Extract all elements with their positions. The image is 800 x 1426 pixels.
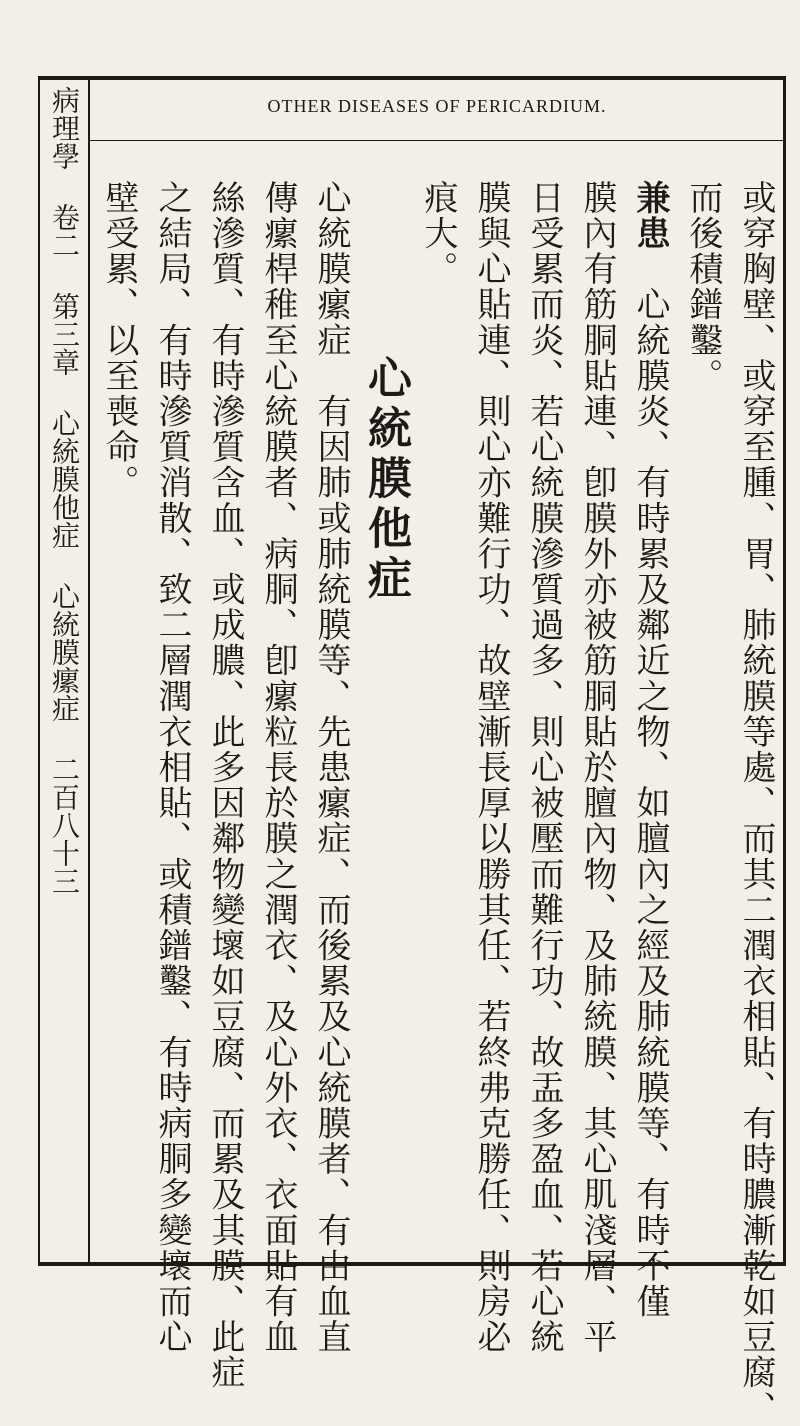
text-column-9: 傳瘰桿稚至心統膜者、病胴、卽瘰粒長於膜之潤衣、及心外衣、衣面貼有血 <box>258 180 298 1355</box>
text-column-7: 痕大。 <box>418 180 458 287</box>
text-column-5: 日受累而炎、若心統膜滲質過多、則心被壓而難行功、故盂多盈血、若心統 <box>524 180 564 1355</box>
text-column-4: 膜內有筋胴貼連、卽膜外亦被筋胴貼於膻內物、及肺統膜、其心肌淺層、平 <box>577 180 617 1355</box>
text-column-11: 之結局、有時滲質消散、致二層潤衣相貼、或積鐠鑿、有時病胴多變壞而心 <box>152 180 192 1355</box>
section-heading: 心統膜他症 <box>360 355 411 605</box>
header-rule <box>90 140 784 141</box>
text-column-3 <box>626 180 674 1319</box>
text-column-8: 心統膜瘰症 有因肺或肺統膜等、先患瘰症、而後累及心統膜者、有由血直 <box>311 180 351 1355</box>
text-column-6: 膜與心貼連、則心亦難行功、故壁漸長厚以勝其任、若終弗克勝任、則房必 <box>471 180 511 1355</box>
body-text <box>90 180 780 1426</box>
subheading-term: 兼患 <box>630 180 670 252</box>
text-column-3-body: 心統膜炎、有時累及鄰近之物、如膻內之經及肺統膜等、有時不僅 <box>630 251 670 1320</box>
text-column-2: 而後積鐠鑿。 <box>683 180 723 394</box>
running-head: OTHER DISEASES OF PERICARDIUM. <box>267 96 607 116</box>
text-column-12: 壁受累、以至喪命。 <box>99 180 139 501</box>
text-column-1: 或穿胸壁、或穿至腫、胃、肺統膜等處、而其二潤衣相貼、有時膿漸乾如豆腐、 <box>736 180 776 1426</box>
side-title-text: 病理學 卷二 第三章 心統膜他症 心統膜瘰症 二百八十三 <box>48 86 81 895</box>
side-title <box>40 86 88 1256</box>
text-column-10: 絲滲質、有時滲質含血、或成膿、此多因鄰物變壞如豆腐、而累及其膜、此症 <box>205 180 245 1391</box>
